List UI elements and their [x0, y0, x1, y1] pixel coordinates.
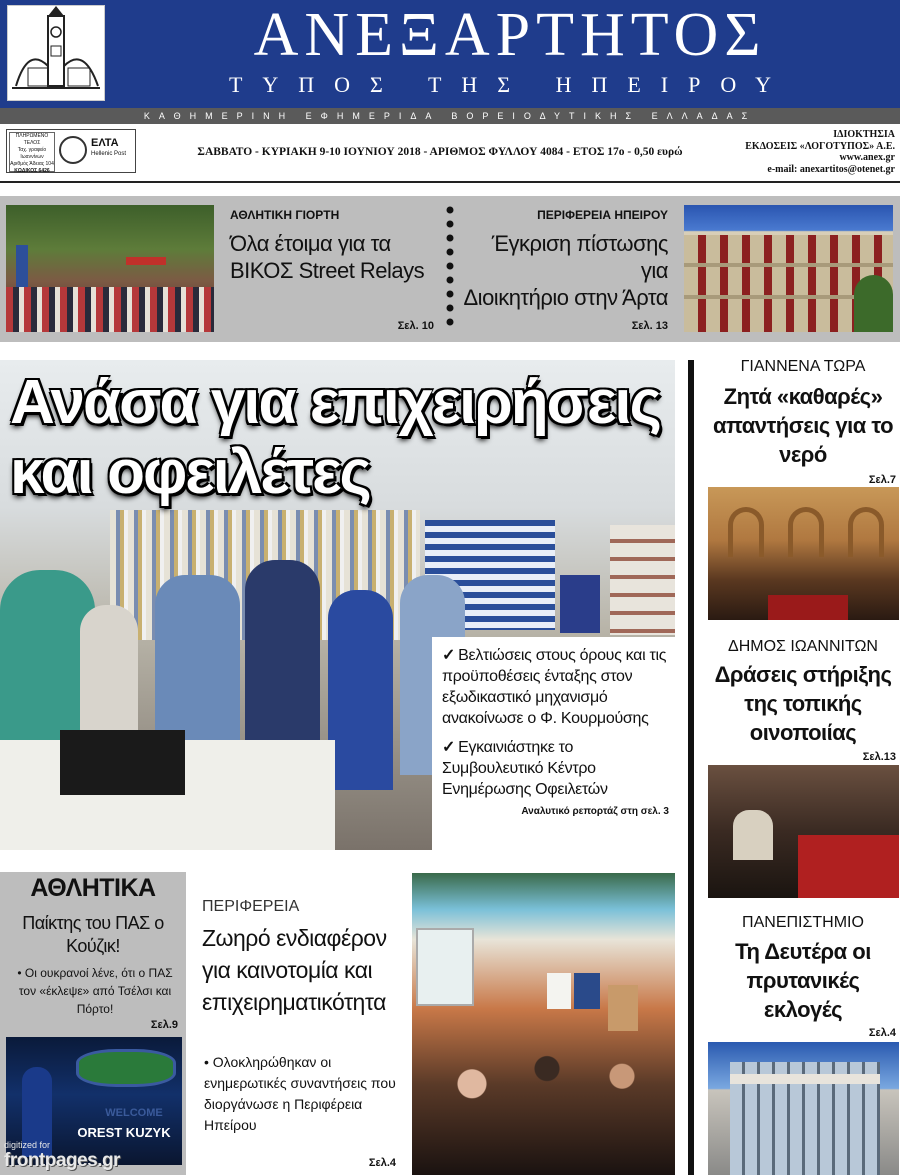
- teaser-sports[interactable]: [230, 208, 435, 284]
- right-story-kicker: ΔΗΜΟΣ ΙΩΑΝΝΙΤΩΝ: [728, 638, 878, 655]
- sports-section-title: ΑΘΛΗΤΙΚΑ: [30, 874, 156, 902]
- post-seal-icon: [59, 136, 87, 164]
- newspaper-subtitle: ΤΥΠΟΣ ΤΗΣ ΗΠΕΙΡΟΥ: [228, 72, 792, 97]
- teaser-headline: Έγκριση πίστωσης για: [491, 231, 668, 283]
- postal-line: Ταχ. γραφείο: [17, 147, 47, 153]
- bullet-item: [442, 737, 669, 800]
- divider: [0, 181, 900, 183]
- right-story-headline[interactable]: Τη Δευτέρα οι πρυτανικές εκλογές: [735, 939, 871, 1022]
- publisher-info: [700, 129, 895, 177]
- right-story-page-ref: Σελ.4: [868, 1027, 896, 1039]
- teaser-kicker: ΑΘΛΗΤΙΚΗ ΓΙΟΡΤΗ: [230, 208, 340, 222]
- elta-logo: [91, 136, 135, 166]
- welcome-text: WELCOME: [105, 1107, 163, 1119]
- right-story-page-ref: Σελ.13: [862, 751, 896, 763]
- teaser-region[interactable]: [462, 208, 668, 311]
- sports-headline[interactable]: Παίκτης του ΠΑΣ ο Κούζικ!: [22, 913, 164, 956]
- wine-meeting-photo: [708, 765, 899, 898]
- publisher-line: ΙΔΙΟΚΤΗΣΙΑ: [833, 129, 895, 140]
- region-page-ref: Σελ.4: [368, 1157, 396, 1169]
- watermark-line: digitized for: [4, 1140, 51, 1150]
- teaser-page-ref: Σελ. 10: [397, 320, 434, 332]
- teaser-page-ref: Σελ. 13: [631, 320, 668, 332]
- daily-strip: ΚΑΘΗΜΕΡΙΝΗ ΕΦΗΜΕΡΙΔΑ ΒΟΡΕΙΟΔΥΤΙΚΗΣ ΕΛΛΑΔΑΣ: [0, 108, 900, 124]
- council-hall-photo: [708, 487, 899, 620]
- bullet-text: Βελτιώσεις στους όρους και τις προϋποθέσεις ένταξης στον εξωδικαστικό μηχανισμό ανακοίνωσε ο Φ. Κουρμούσης: [442, 647, 667, 727]
- issue-line: ΣΑΒΒΑΤΟ - ΚΥΡΙΑΚΗ 9-10 ΙΟΥΝΙΟΥ 2018 - ΑΡΙΘΜΟΣ ΦΥΛΛΟΥ 4084 - ΕΤΟΣ 17ο - 0,50 ευρώ: [197, 146, 683, 158]
- elta-label: ΕΛΤΑ: [91, 137, 119, 149]
- teaser-headline: Διοικητήριο στην Άρτα: [463, 285, 668, 310]
- main-headline[interactable]: [10, 368, 670, 508]
- check-icon: ✓: [442, 647, 456, 664]
- publisher-email: e-mail: anexartitos@otenet.gr: [767, 163, 895, 175]
- right-story-headline[interactable]: Ζητά «καθαρές» απαντήσεις για το νερό: [712, 384, 894, 467]
- region-headline[interactable]: Ζωηρό ενδιαφέρον για καινοτομία και επιχειρηματικότητα: [202, 925, 387, 1015]
- watermark-site: frontpages.gr: [4, 1150, 120, 1171]
- publisher-line: ΕΚΔΟΣΕΙΣ «ΛΟΓΟΤΥΠΟΣ» Α.Ε.: [745, 140, 895, 152]
- sports-page-ref: Σελ.9: [150, 1019, 178, 1031]
- right-story-headline[interactable]: Δράσεις στήριξης της τοπικής οινοποιίας: [714, 662, 892, 745]
- conference-photo: [412, 873, 675, 1175]
- postal-line: ΠΛΗΡΩΜΕΝΟ ΤΕΛΟΣ: [15, 133, 49, 146]
- publisher-web: www.anex.gr: [839, 152, 895, 163]
- bullet-item: [442, 645, 669, 729]
- newspaper-title: ΑΝΕΞΑΡΤΗΤΟΣ: [253, 1, 767, 69]
- bullet-text: Εγκαινιάστηκε το Συμβουλευτικό Κέντρο Ενημέρωσης Οφειλετών: [442, 739, 608, 798]
- main-story-bullets: [432, 637, 675, 850]
- check-icon: ✓: [442, 739, 456, 756]
- region-body: • Ολοκληρώθηκαν οι ενημερωτικές συναντήσεις που διοργάνωσε η Περιφέρεια Ηπείρου: [204, 1054, 396, 1133]
- postal-permit-text: [9, 132, 55, 172]
- teaser-headline: ΒΙΚΟΣ Street Relays: [230, 258, 425, 283]
- column-divider: [688, 360, 694, 1175]
- relay-race-photo: [6, 205, 214, 332]
- report-page-ref: Αναλυτικό ρεπορτάζ στη σελ. 3: [521, 806, 669, 817]
- university-building-photo: [708, 1042, 899, 1175]
- main-headline-line: Ανάσα για επιχειρήσεις: [10, 368, 660, 437]
- postal-code: ΚΩΔΙΚΟΣ 6426: [14, 168, 50, 174]
- region-kicker: ΠΕΡΙΦΕΡΕΙΑ: [202, 898, 300, 915]
- right-story-kicker: ΓΙΑΝΝΕΝΑ ΤΩΡΑ: [740, 358, 866, 375]
- sports-body: • Οι ουκρανοί λένε, ότι ο ΠΑΣ τον «έκλεψε» από Τσέλσι και Πόρτο!: [17, 966, 173, 1016]
- elta-sub: Hellenic Post: [91, 151, 127, 157]
- postal-line: Ιωαννίνων: [20, 154, 44, 160]
- postal-line: Αριθμός Άδειας 104: [10, 161, 54, 167]
- main-headline-line: και οφειλέτες: [10, 438, 370, 507]
- postal-permit-box: [6, 129, 136, 173]
- right-story-kicker: ΠΑΝΕΠΙΣΤΗΜΙΟ: [742, 914, 864, 931]
- teaser-kicker: ΠΕΡΙΦΕΡΕΙΑ ΗΠΕΙΡΟΥ: [537, 208, 668, 222]
- clock-tower-logo: [7, 5, 105, 101]
- right-story-page-ref: Σελ.7: [868, 474, 896, 486]
- teaser-headline: Όλα έτοιμα για τα: [230, 231, 391, 256]
- player-name-text: OREST KUZYK: [77, 1125, 171, 1140]
- dotted-divider: [445, 206, 455, 332]
- administration-building-photo: [684, 205, 893, 332]
